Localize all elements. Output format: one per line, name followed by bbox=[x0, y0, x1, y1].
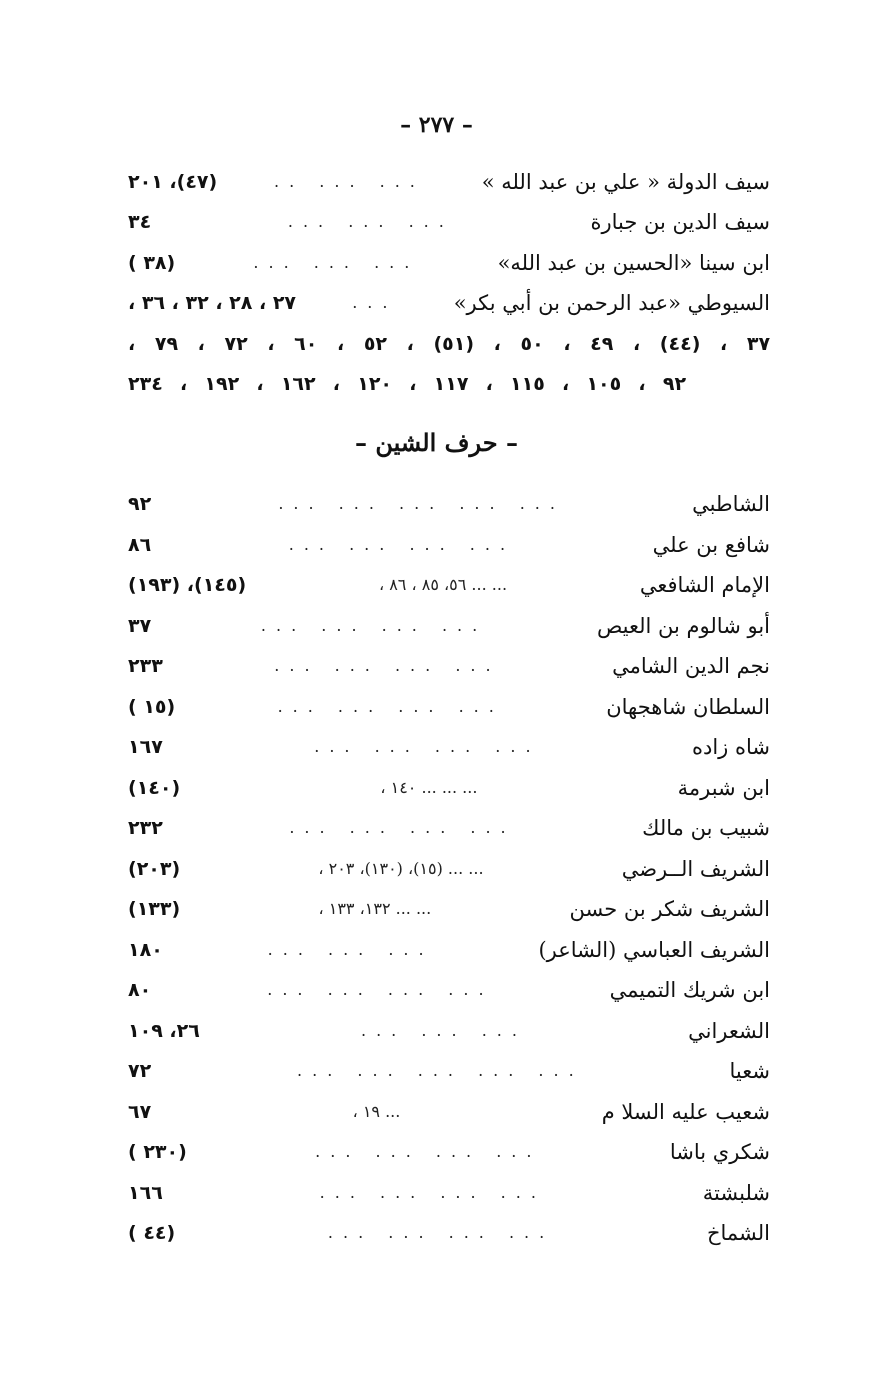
index-entry bbox=[128, 851, 770, 887]
index-entry bbox=[128, 285, 770, 321]
entry-name: الشريف الــرضي bbox=[621, 857, 770, 881]
index-entry bbox=[128, 648, 770, 684]
leader-dots: ... ... ... ... bbox=[277, 697, 504, 716]
entry-name: ابن شريك التميمي bbox=[609, 978, 770, 1002]
index-entry bbox=[128, 1134, 770, 1170]
leader-dots: ... ... ... ... ... bbox=[278, 494, 565, 513]
entry-pages: (٤٤ ) bbox=[128, 1222, 176, 1244]
entry-name: الشاطبي bbox=[692, 492, 770, 516]
entry-name: شاه زاده bbox=[691, 735, 770, 759]
leader-dots: ... ... ... bbox=[253, 253, 420, 272]
index-entry bbox=[128, 972, 770, 1008]
entry-name: نجم الدين الشامي bbox=[612, 654, 770, 678]
index-entry bbox=[128, 1094, 770, 1130]
entry-pages: (٢٠٣) bbox=[128, 858, 181, 880]
entry-pages: ٣٤ bbox=[128, 211, 152, 233]
index-entry bbox=[128, 486, 770, 522]
entry-name: الشماخ bbox=[706, 1221, 770, 1245]
entry-pages: (١٥ ) bbox=[128, 696, 176, 718]
leader-dots: ... ... ... ... bbox=[315, 1142, 542, 1161]
page-number: – ٢٧٧ – bbox=[400, 112, 473, 138]
entry-name: السيوطي «عبد الرحمن بن أبي بكر» bbox=[453, 291, 770, 315]
index-entry bbox=[128, 729, 770, 765]
entry-pages: ٢٣٢ bbox=[128, 817, 163, 839]
index-entry bbox=[128, 1013, 770, 1049]
entry-name: سيف الدين بن جبارة bbox=[590, 210, 770, 234]
entry-pages: ٦٧ bbox=[128, 1101, 152, 1123]
leader-dots: ... ... ... ... bbox=[327, 1223, 555, 1242]
entry-name: الشريف العباسي (الشاعر) bbox=[538, 938, 770, 962]
entry-pages: ٩٢ bbox=[128, 493, 152, 515]
index-entry bbox=[128, 527, 770, 563]
entry-pages: ٨٦ bbox=[128, 534, 152, 556]
section-heading: – حرف الشين – bbox=[355, 428, 518, 457]
continuation-line: ٣٧ ، (٤٤) ، ٤٩ ، ٥٠ ، (٥١) ، ٥٢ ، ٦٠ ، ٧٢ ، ٧٩ ، bbox=[128, 333, 771, 355]
index-entry bbox=[128, 689, 770, 725]
leader-dots: ... ... ... bbox=[267, 940, 434, 959]
entry-name: الشريف شكر بن حسن bbox=[569, 897, 770, 921]
leader-dots: ... ... ... ... bbox=[260, 616, 488, 635]
entry-name: ابن شبرمة bbox=[677, 776, 770, 800]
entry-pages: (٤٧)، ٢٠١ bbox=[128, 171, 218, 193]
entry-name: السلطان شاهجهان bbox=[606, 695, 770, 719]
entry-name: شافع بن علي bbox=[652, 533, 770, 557]
leader-dots: ... ... ... bbox=[361, 1021, 527, 1040]
entry-pages: (١٤٠) bbox=[128, 777, 181, 799]
index-entry bbox=[128, 608, 770, 644]
leader-dots: ... ... ... bbox=[287, 212, 454, 231]
leader-dots: ... ... ... ... bbox=[319, 1183, 546, 1202]
entry-pages: ٨٠ bbox=[128, 979, 152, 1001]
leader-dots: ... ... ... ... bbox=[288, 535, 516, 554]
leader-dots: ... ... ... ... bbox=[314, 737, 541, 756]
entry-pages: (٢٣٠ ) bbox=[128, 1141, 187, 1163]
leader-dots: ... ... .. bbox=[274, 172, 425, 191]
entry-pages: (٣٨ ) bbox=[128, 252, 176, 274]
entry-pages: ٢٣٣ bbox=[128, 655, 163, 677]
index-entry bbox=[128, 1215, 770, 1251]
leader-dots: ... ... ... ... ... bbox=[297, 1061, 584, 1080]
leader-dots: ... ... ... ... bbox=[289, 818, 516, 837]
leader-dots: ... ... ... ١٤٠ ، bbox=[380, 778, 478, 797]
entry-name: شبيب بن مالك bbox=[642, 816, 770, 840]
index-entry bbox=[128, 245, 770, 281]
leader-dots: ... ... ٥٦، ٨٥ ، ٨٦ ، bbox=[378, 575, 508, 594]
index-entry bbox=[128, 810, 770, 846]
index-entry bbox=[128, 770, 770, 806]
entry-pages: ٧٢ bbox=[128, 1060, 152, 1082]
index-entry bbox=[128, 1175, 770, 1211]
index-entry bbox=[128, 164, 770, 200]
entry-name: الشعراني bbox=[688, 1019, 770, 1043]
entry-pages: ٣٧ bbox=[128, 615, 152, 637]
entry-name: شلبشتة bbox=[702, 1181, 770, 1205]
index-entry bbox=[128, 891, 770, 927]
continuation-line: ٩٢ ، ١٠٥ ، ١١٥ ، ١١٧ ، ١٢٠ ، ١٦٢ ، ١٩٢ ، ٢٣٤ bbox=[128, 373, 687, 395]
entry-pages: (١٤٥)، (١٩٣) bbox=[128, 574, 247, 596]
leader-dots: ... ... ١٣٢، ١٣٣ ، bbox=[318, 899, 432, 918]
entry-name: شكري باشا bbox=[669, 1140, 770, 1164]
index-entry bbox=[128, 1053, 770, 1089]
entry-pages: (١٣٣) bbox=[128, 898, 181, 920]
index-entry bbox=[128, 204, 770, 240]
entry-pages: ٢٦، ١٠٩ bbox=[128, 1020, 200, 1042]
entry-pages: ١٦٧ bbox=[128, 736, 163, 758]
leader-dots: ... ... (١٥)، (١٣٠)، ٢٠٣ ، bbox=[318, 859, 484, 878]
entry-pages: ٢٧ ، ٢٨ ، ٣٢ ، ٣٦ ، bbox=[128, 292, 297, 314]
index-entry bbox=[128, 932, 770, 968]
leader-dots: ... bbox=[352, 293, 398, 312]
entry-pages: ١٨٠ bbox=[128, 939, 163, 961]
leader-dots: ... ... ... ... bbox=[267, 980, 494, 999]
entry-name: ابن سينا «الحسين بن عبد الله» bbox=[497, 251, 770, 275]
entry-name: أبو شالوم بن العيص bbox=[596, 614, 770, 638]
entry-name: شعيا bbox=[729, 1059, 770, 1083]
entry-name: سيف الدولة « علي بن عبد الله » bbox=[481, 170, 770, 194]
entry-name: الإمام الشافعي bbox=[639, 573, 770, 597]
index-entry bbox=[128, 567, 770, 603]
leader-dots: ... ١٩ ، bbox=[352, 1102, 401, 1121]
entry-pages: ١٦٦ bbox=[128, 1182, 163, 1204]
leader-dots: ... ... ... ... bbox=[274, 656, 501, 675]
entry-name: شعيب عليه السلا م bbox=[601, 1100, 770, 1124]
